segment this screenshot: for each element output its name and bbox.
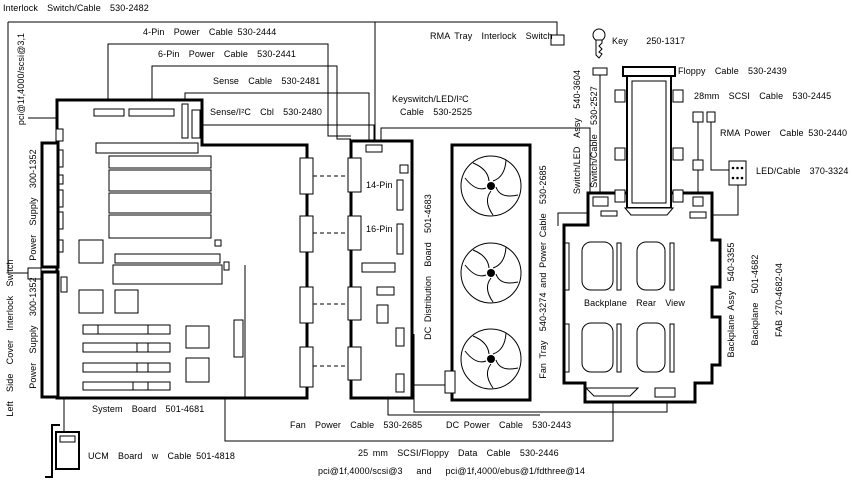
fan-tray	[445, 145, 530, 400]
label-fan-tray: Fan Tray 540-3274 and Power Cable 530-2685	[538, 165, 548, 379]
label-dc-distribution-board: DC Distribution Board 501-4683	[423, 194, 433, 340]
tray-tab	[615, 90, 625, 102]
scsi28-connector	[693, 112, 703, 122]
label-key: Key 250-1317	[612, 36, 686, 46]
label-backplane-assy: Backplane Assy 540-3355	[726, 242, 736, 358]
label-keyswitch-cable-line1: Keyswitch/LED/I²C	[392, 94, 469, 104]
tray-tab	[673, 148, 683, 160]
board-chip	[186, 358, 209, 382]
label-sense-cable: Sense Cable 530-2481	[213, 76, 321, 86]
dc-bottom-connector	[396, 374, 404, 392]
label-28mm-scsi-cable: 28mm SCSI Cable 530-2445	[694, 91, 832, 101]
backplane-top-connector	[693, 197, 703, 206]
dc-16pin-connector	[397, 224, 403, 254]
drive-bay-cutout	[582, 242, 613, 290]
fan-icon	[461, 243, 521, 303]
drive-bay-cutout	[637, 323, 665, 372]
key-icon	[593, 29, 605, 58]
dc-edge-connector	[348, 287, 361, 320]
label-power-supply-2: Power Supply 300-1352	[28, 277, 38, 389]
drive-guide	[617, 243, 621, 290]
switch-cable-end-connector	[593, 68, 607, 75]
board-chip	[215, 240, 221, 246]
label-keyswitch-cable-line2: Cable 530-2525	[400, 107, 473, 117]
label-backplane-fab: FAB 270-4682-04	[774, 262, 784, 338]
label-rma-tray-interlock: RMA Tray Interlock Switch	[430, 31, 553, 41]
board-chip	[115, 290, 138, 313]
board-slot	[109, 170, 211, 191]
board-chip	[79, 240, 103, 263]
tray-tab	[615, 148, 625, 160]
led-connector-icon	[729, 161, 746, 185]
board-chip	[186, 326, 209, 348]
label-fan-power-cable: Fan Power Cable 530-2685	[290, 420, 423, 430]
ucm-board	[45, 425, 79, 477]
dc-interlock-connector	[400, 165, 408, 173]
label-interlock-switch-cable: Interlock Switch/Cable 530-2482	[3, 3, 149, 13]
label-rma-power-cable: RMA Power Cable 530-2440	[720, 128, 848, 138]
label-ucm-board: UCM Board w Cable 501-4818	[88, 451, 235, 461]
board-connector	[94, 109, 124, 116]
label-power-supply-1: Power Supply 300-1352	[28, 149, 38, 261]
tray-bottom-bracket	[625, 208, 673, 215]
system-board	[56, 100, 313, 398]
label-backplane-number: Backplane 501-4682	[750, 254, 760, 346]
tray-tab	[673, 190, 683, 202]
ucm-connector	[61, 277, 67, 292]
label-pci-device-paths: pci@1f,4000/scsi@3 and pci@1f,4000/ebus@1/fdthree@14	[318, 466, 585, 476]
fan-icon	[461, 156, 521, 216]
drive-guide	[617, 324, 621, 372]
fan-power-connector	[445, 371, 455, 393]
drive-guide	[565, 324, 569, 372]
drive-bay-cutout	[582, 323, 613, 372]
board-slot	[109, 193, 211, 213]
dc-component	[377, 305, 388, 323]
tray-top-cap	[623, 67, 675, 76]
tray-tab	[615, 190, 625, 202]
label-backplane-rear-view: Backplane Rear View	[584, 298, 685, 308]
board-slot	[115, 254, 220, 263]
dc-bottom-connector	[396, 328, 404, 346]
board-edge-connector	[300, 347, 313, 387]
label-system-board: System Board 501-4681	[92, 404, 205, 414]
label-dc-power-cable: DC Power Cable 530-2443	[446, 420, 572, 430]
label-25mm-scsi-floppy-cable: 25 mm SCSI/Floppy Data Cable 530-2446	[358, 448, 559, 458]
board-slot	[109, 215, 211, 238]
label-switch-led-assy: Switch/LED Assy 540-3604	[572, 69, 582, 195]
rma-drive-tray	[615, 67, 683, 215]
dc-top-connector	[366, 145, 382, 152]
drive-guide	[670, 243, 674, 290]
power-supply-2	[42, 272, 58, 397]
switch-led-connector	[601, 211, 617, 216]
label-14pin-connector: 14-Pin	[366, 180, 393, 190]
label-16pin-connector: 16-Pin	[366, 224, 393, 234]
board-connector	[234, 320, 243, 357]
keyswitch-connector	[593, 197, 608, 206]
rma-power-connector	[707, 112, 715, 122]
dc-edge-connector	[348, 216, 361, 250]
board-edge-connector	[300, 158, 313, 194]
board-connector	[129, 109, 174, 116]
drive-bay-cutout	[637, 242, 665, 290]
label-floppy-cable: Floppy Cable 530-2439	[678, 66, 787, 76]
label-6pin-power-cable: 6-Pin Power Cable 530-2441	[158, 49, 296, 59]
board-connector	[192, 110, 200, 138]
label-led-cable: LED/Cable 370-3324	[756, 166, 849, 176]
board-slot	[96, 143, 198, 153]
dc-14pin-connector	[397, 180, 403, 210]
dc-edge-connector	[348, 158, 361, 192]
drive-guide	[670, 324, 674, 372]
board-connector	[182, 104, 188, 138]
label-pci-scsi-path: pci@1f,4000/scsi@3,1	[16, 32, 26, 126]
backplane-power-connector	[655, 388, 675, 397]
fan-icon	[461, 329, 521, 389]
rma-tray-interlock-switch-box	[551, 35, 564, 45]
dc-component	[377, 287, 394, 295]
drive-guide	[565, 243, 569, 290]
ps-connector	[56, 129, 63, 141]
power-supply-1	[42, 143, 58, 267]
dc-component	[362, 263, 395, 272]
backplane-scsi-connector	[586, 388, 638, 396]
board-chip	[224, 262, 229, 270]
board-slot	[109, 156, 211, 168]
dc-edge-connector	[348, 347, 361, 380]
tray-tab	[673, 90, 683, 102]
board-slot	[113, 265, 222, 284]
label-4pin-power-cable: 4-Pin Power Cable 530-2444	[143, 27, 277, 37]
label-left-cover-interlock: Left Side Cover Interlock Switch	[5, 259, 15, 417]
label-switch-cable: Switch/Cable 530-2527	[589, 86, 599, 188]
scsi28-connector	[693, 160, 703, 170]
backplane-led-connector	[690, 212, 706, 218]
board-chip	[79, 290, 103, 313]
ucm-board-connector	[60, 436, 75, 442]
sense-cable-wire	[185, 93, 369, 145]
label-sense-i2c-cable: Sense/I²C Cbl 530-2480	[210, 107, 322, 117]
board-edge-connector	[300, 216, 313, 252]
tray-body-inner	[632, 81, 666, 203]
board-edge-connector	[300, 287, 313, 323]
